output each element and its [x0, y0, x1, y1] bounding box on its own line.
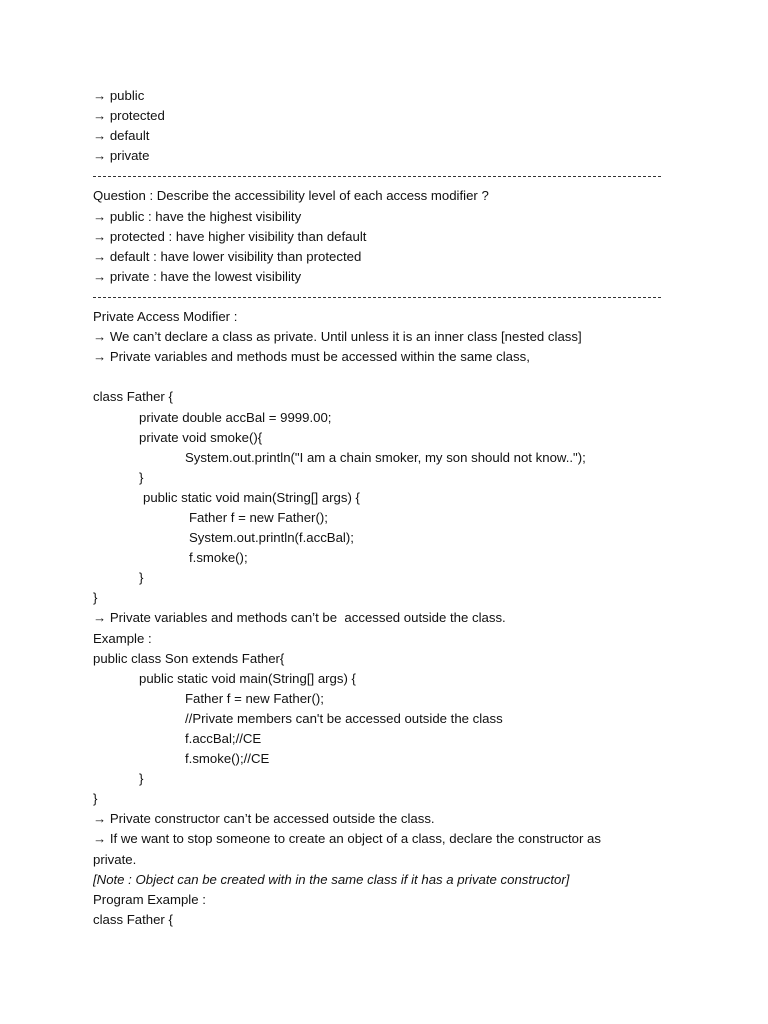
outside-class-point: → Private variables and methods can’t be accessed outside the class.	[93, 610, 506, 626]
code-line: f.smoke();//CE	[185, 751, 270, 767]
question-title: Question : Describe the accessibility level of each access modifier ?	[93, 188, 489, 204]
code-line: //Private members can't be accessed outside the class	[185, 710, 503, 726]
code-line: f.accBal;//CE	[185, 731, 262, 746]
code-line: public static void main(String[] args) {	[143, 489, 360, 505]
code-line: }	[139, 469, 144, 485]
answer-private: → private : have the lowest visibility	[93, 268, 302, 284]
private-heading: Private Access Modifier :	[93, 309, 238, 325]
constructor-point-1: → Private constructor can’t be accessed outside the class.	[93, 811, 435, 827]
access-modifier-public: → public	[93, 88, 145, 103]
code-line: class Father {	[93, 911, 173, 927]
code-line: }	[93, 791, 98, 807]
code-line: }	[139, 570, 144, 586]
private-point-1: → We can’t declare a class as private. Until unless it is an inner class [nested class]	[93, 329, 582, 345]
dashed-divider	[93, 166, 663, 186]
code-line: Father f = new Father();	[189, 509, 328, 525]
code-line: f.smoke();	[189, 550, 248, 566]
dashed-divider	[93, 287, 663, 307]
example-label: Example :	[93, 630, 152, 646]
code-line: System.out.println(f.accBal);	[189, 530, 354, 546]
code-line: class Father {	[93, 389, 173, 405]
code-line: public class Son extends Father{	[93, 650, 285, 666]
access-modifier-protected: → protected	[93, 108, 165, 124]
access-modifier-default: → default	[93, 128, 150, 144]
code-line: private double accBal = 9999.00;	[139, 409, 332, 425]
note-text: [Note : Object can be created with in the same class if it has a private constructor]	[93, 871, 570, 887]
answer-default: → default : have lower visibility than protected	[93, 248, 362, 264]
constructor-point-2-cont: private.	[93, 851, 137, 867]
answer-protected: → protected : have higher visibility than default	[93, 228, 367, 244]
code-line: }	[139, 771, 144, 787]
code-line: Father f = new Father();	[185, 690, 324, 706]
program-example-label: Program Example :	[93, 891, 206, 907]
code-line: public static void main(String[] args) {	[139, 670, 356, 686]
document-page	[93, 86, 663, 930]
answer-public: → public : have the highest visibility	[93, 208, 302, 224]
constructor-point-2: → If we want to stop someone to create an object of a class, declare the constructor as	[93, 831, 601, 847]
code-line: private void smoke(){	[139, 429, 263, 445]
private-point-2: → Private variables and methods must be accessed within the same class,	[93, 349, 530, 365]
access-modifier-private: → private	[93, 148, 150, 164]
code-line: }	[93, 590, 98, 606]
blank-line	[93, 367, 663, 387]
code-line: System.out.println("I am a chain smoker, my son should not know..");	[185, 449, 586, 465]
